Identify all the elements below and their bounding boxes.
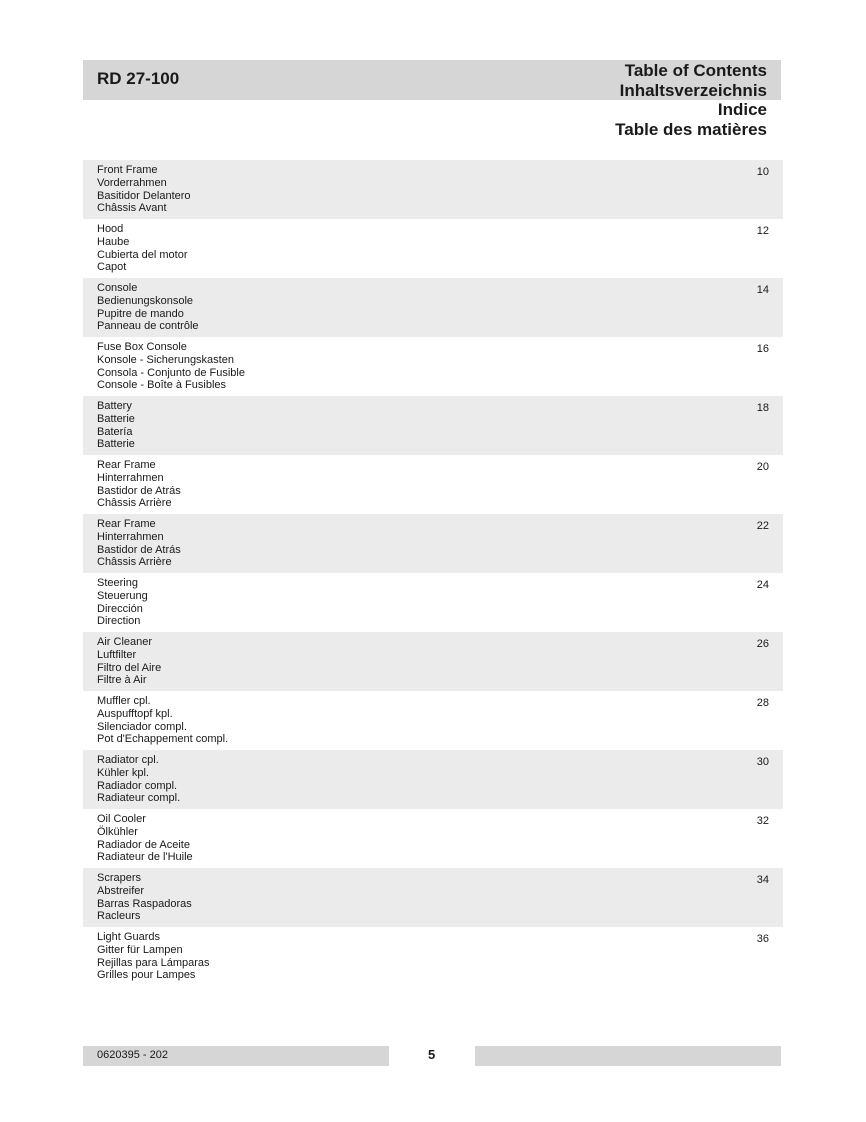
toc-entry-titles <box>97 636 783 687</box>
toc-entry-title-line: Batería <box>97 425 133 438</box>
toc-entry-titles <box>97 813 783 864</box>
toc-entry[interactable] <box>83 573 783 632</box>
title-english: Table of Contents <box>624 61 767 80</box>
title-german: Inhaltsverzeichnis <box>619 80 767 100</box>
toc-entry-title-line: Rear Frame <box>97 459 156 471</box>
toc-entry-title-line: Steuerung <box>97 589 148 602</box>
toc-entry-title-line: Radiateur de l'Huile <box>97 851 193 864</box>
toc-entry[interactable] <box>83 868 783 927</box>
toc-entry-titles <box>97 341 783 392</box>
toc-entry-title-line: Châssis Arrière <box>97 497 172 510</box>
toc-entry-title-line: Filtro del Aire <box>97 661 162 674</box>
toc-entry-title-line: Pot d'Echappement compl. <box>97 733 229 746</box>
toc-entry[interactable] <box>83 809 783 868</box>
toc-entry-title-line: Hood <box>97 223 124 235</box>
toc-entry-titles <box>97 695 783 746</box>
toc-entry-title-line: Pupitre de mando <box>97 307 184 320</box>
toc-entry[interactable] <box>83 691 783 750</box>
toc-entry-page-number: 16 <box>756 343 769 355</box>
toc-entry-title-line: Rejillas para Lámparas <box>97 956 210 969</box>
toc-entry-title-line: Ölkühler <box>97 825 138 838</box>
toc-entry-title-line: Bastidor de Atrás <box>97 484 181 497</box>
toc-entry-page-number: 32 <box>756 815 769 827</box>
toc-entry-titles <box>97 754 783 805</box>
footer-page-number: 5 <box>428 1047 436 1062</box>
toc-entry-page-number: 24 <box>756 579 769 591</box>
toc-entry-page-number: 10 <box>756 166 769 178</box>
toc-entry-title-line: Rear Frame <box>97 518 156 530</box>
toc-entry-title-line: Muffler cpl. <box>97 695 151 707</box>
toc-entry-title-line: Châssis Arrière <box>97 556 172 569</box>
toc-entry-titles <box>97 872 783 923</box>
toc-entry-titles <box>97 577 783 628</box>
footer-document-number: 0620395 - 202 <box>97 1049 168 1061</box>
toc-entry-title-line: Châssis Avant <box>97 202 167 215</box>
toc-entry[interactable] <box>83 750 783 809</box>
toc-entry-page-number: 14 <box>756 284 769 296</box>
toc-entry-title-line: Panneau de contrôle <box>97 320 199 333</box>
toc-entry-title-line: Radiador compl. <box>97 779 178 792</box>
toc-entry-title-line: Fuse Box Console <box>97 341 187 353</box>
toc-entry-title-line: Scrapers <box>97 872 142 884</box>
toc-entry-page-number: 36 <box>756 933 769 945</box>
toc-entry[interactable] <box>83 337 783 396</box>
toc-entry-title-line: Gitter für Lampen <box>97 943 183 956</box>
toc-entry-title-line: Barras Raspadoras <box>97 897 192 910</box>
toc-entry-title-line: Capot <box>97 261 127 274</box>
toc-entry-titles <box>97 164 783 215</box>
toc-entry-title-line: Battery <box>97 400 132 412</box>
toc-entry-title-line: Radiator cpl. <box>97 754 159 766</box>
toc-entry-titles <box>97 400 783 451</box>
toc-entry-titles <box>97 931 783 982</box>
toc-entry-page-number: 26 <box>756 638 769 650</box>
toc-entry[interactable] <box>83 632 783 691</box>
toc-entry-titles <box>97 223 783 274</box>
toc-entry-page-number: 22 <box>756 520 769 532</box>
toc-entry[interactable] <box>83 927 783 986</box>
toc-entry-title-line: Abstreifer <box>97 884 145 897</box>
toc-entry-title-line: Filtre à Air <box>97 674 147 687</box>
toc-entry-title-line: Radiador de Aceite <box>97 838 190 851</box>
toc-entry-page-number: 12 <box>756 225 769 237</box>
toc-entry-title-line: Vorderrahmen <box>97 176 167 189</box>
toc-entry-title-line: Racleurs <box>97 910 141 923</box>
toc-entry-title-line: Batterie <box>97 438 135 451</box>
table-of-contents <box>83 160 783 986</box>
toc-entry[interactable] <box>83 514 783 573</box>
page-titles <box>615 61 767 139</box>
toc-entry-page-number: 30 <box>756 756 769 768</box>
toc-entry-title-line: Auspufftopf kpl. <box>97 707 173 720</box>
toc-entry-title-line: Bastidor de Atrás <box>97 543 181 556</box>
toc-entry-titles <box>97 459 783 510</box>
toc-entry-page-number: 34 <box>756 874 769 886</box>
toc-entry-title-line: Front Frame <box>97 164 158 176</box>
title-spanish: Indice <box>717 100 767 119</box>
toc-entry-title-line: Grilles pour Lampes <box>97 969 196 982</box>
toc-entry-title-line: Luftfilter <box>97 648 137 661</box>
footer-bar-right <box>475 1046 781 1066</box>
toc-entry[interactable] <box>83 396 783 455</box>
document-code: RD 27-100 <box>97 69 180 88</box>
toc-entry-title-line: Direction <box>97 615 141 628</box>
toc-entry-page-number: 28 <box>756 697 769 709</box>
toc-entry-title-line: Basitidor Delantero <box>97 189 191 202</box>
toc-entry-title-line: Bedienungskonsole <box>97 294 194 307</box>
toc-entry-page-number: 18 <box>756 402 769 414</box>
toc-entry-title-line: Kühler kpl. <box>97 766 149 779</box>
toc-entry-title-line: Dirección <box>97 602 143 615</box>
toc-entry-titles <box>97 282 783 333</box>
toc-entry-title-line: Cubierta del motor <box>97 248 188 261</box>
title-french: Table des matières <box>615 119 767 139</box>
toc-entry-title-line: Air Cleaner <box>97 636 153 648</box>
toc-entry[interactable] <box>83 160 783 219</box>
toc-entry-title-line: Haube <box>97 235 130 248</box>
toc-entry-title-line: Steering <box>97 577 138 589</box>
toc-entry[interactable] <box>83 278 783 337</box>
toc-entry-title-line: Hinterrahmen <box>97 530 164 543</box>
toc-entry[interactable] <box>83 219 783 278</box>
toc-entry-title-line: Light Guards <box>97 931 160 943</box>
toc-entry-title-line: Consola - Conjunto de Fusible <box>97 366 245 379</box>
toc-entry-title-line: Console - Boîte à Fusibles <box>97 379 227 392</box>
toc-entry-title-line: Hinterrahmen <box>97 471 164 484</box>
toc-entry[interactable] <box>83 455 783 514</box>
toc-entry-title-line: Oil Cooler <box>97 813 146 825</box>
toc-entry-title-line: Silenciador compl. <box>97 720 187 733</box>
toc-entry-page-number: 20 <box>756 461 769 473</box>
toc-entry-title-line: Konsole - Sicherungskasten <box>97 353 234 366</box>
toc-entry-title-line: Console <box>97 282 138 294</box>
toc-entry-title-line: Radiateur compl. <box>97 792 181 805</box>
toc-entry-title-line: Batterie <box>97 412 135 425</box>
toc-entry-titles <box>97 518 783 569</box>
